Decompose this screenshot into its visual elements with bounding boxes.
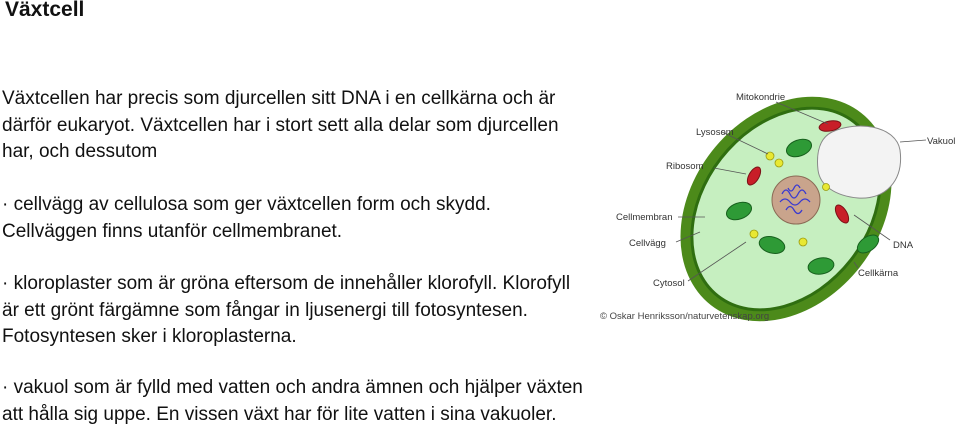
vacuole [818, 126, 901, 198]
label-dna: DNA [893, 240, 914, 251]
label-cellmembran: Cellmembran [616, 212, 673, 223]
label-vakuol: Vakuol [927, 136, 956, 147]
intro-paragraph: Växtcellen har precis som djurcellen sitt DNA i en cellkärna och är därför eukaryot. Växtcellen har i stort sett alla delar som djurcellen har, och dessutom [2, 88, 559, 162]
label-ribosom: Ribosom [666, 161, 704, 172]
label-cellvagg: Cellvägg [629, 238, 666, 249]
cell-wall-paragraph: · cellvägg av cellulosa som ger växtcellen form och skydd. Cellväggen finns utanför cellmembranet. [2, 194, 491, 242]
plant-cell-illustration [596, 84, 959, 329]
page-title: Växtcell [5, 0, 85, 21]
label-mitokondrie: Mitokondrie [736, 92, 786, 103]
figure-credit: © Oskar Henriksson/naturvetenskap.org [600, 311, 770, 322]
chloroplast-paragraph: · kloroplaster som är gröna eftersom de innehåller klorofyll. Klorofyll är ett grönt färgämne som fångar in ljusenergi till fotosyntesen. Fotosyntesen sker i kloroplasterna. [2, 273, 571, 347]
plant-cell-diagram [596, 84, 959, 329]
vacuole-paragraph: · vakuol som är fylld med vatten och andra ämnen och hjälper växten att hålla sig uppe. En vissen växt har för lite vatten i sina vakuoler. [2, 377, 583, 425]
label-cytosol: Cytosol [653, 278, 685, 289]
label-cellkarna: Cellkärna [858, 268, 899, 279]
nucleus [772, 176, 820, 224]
label-lysosom: Lysosom [696, 127, 734, 138]
